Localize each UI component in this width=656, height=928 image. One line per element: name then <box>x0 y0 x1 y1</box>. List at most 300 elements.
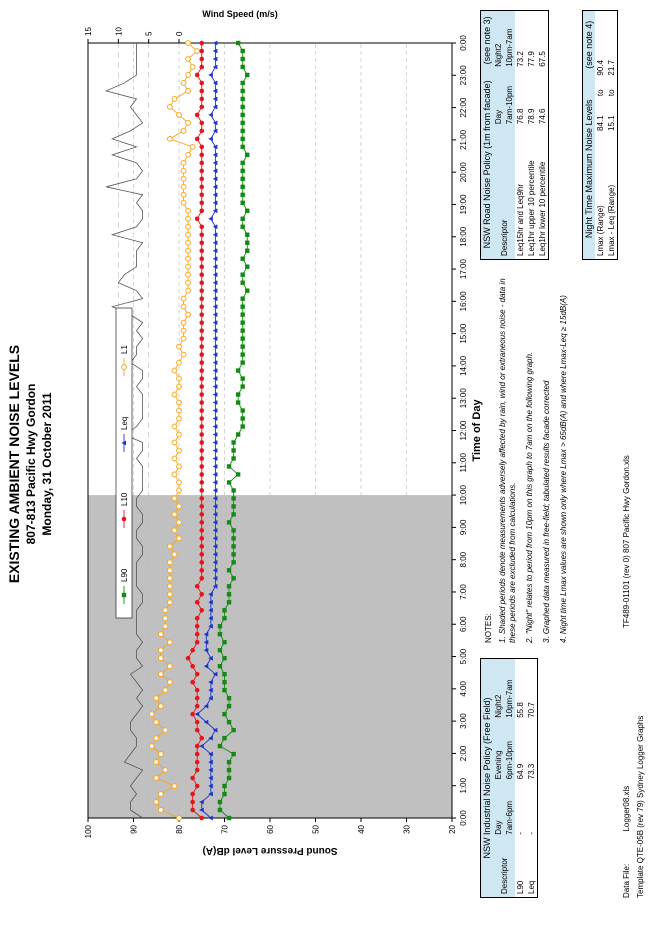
data-point-l1 <box>158 632 163 637</box>
data-point-l1 <box>186 216 191 221</box>
data-point-l90 <box>236 432 240 436</box>
data-point-l90 <box>218 744 222 748</box>
data-point-l10 <box>199 816 204 821</box>
data-point-l1 <box>163 616 168 621</box>
table-cell: Leq1hr upper 10 percentile <box>527 160 536 256</box>
data-point-l1 <box>177 376 182 381</box>
data-point-l1 <box>181 352 186 357</box>
data-point-l90 <box>218 664 222 668</box>
data-point-l10 <box>199 736 204 741</box>
data-point-l90 <box>236 400 240 404</box>
data-point-l1 <box>154 736 159 741</box>
data-point-l10 <box>199 568 204 573</box>
data-point-l90 <box>245 265 249 269</box>
data-point-l90 <box>245 73 249 77</box>
data-point-l1 <box>172 784 177 789</box>
data-point-l1 <box>181 296 186 301</box>
data-point-l10 <box>199 153 204 158</box>
data-point-l10 <box>199 129 204 134</box>
legend-label: L10 <box>120 492 129 506</box>
data-point-l10 <box>199 344 204 349</box>
data-point-l1 <box>186 248 191 253</box>
data-point-l1 <box>172 440 177 445</box>
table-cell: 15.1 <box>607 115 616 131</box>
data-point-l1 <box>158 808 163 813</box>
data-point-l1 <box>177 488 182 493</box>
road-table-title: NSW Road Noise Policy (1m from facade) <box>481 70 494 260</box>
data-point-l1 <box>168 664 173 669</box>
y2-tick-label: 0 <box>175 31 184 36</box>
legend-label: L90 <box>120 568 129 582</box>
data-point-l1 <box>172 456 177 461</box>
data-point-l10 <box>199 552 204 557</box>
data-point-l1 <box>190 65 195 70</box>
data-point-l1 <box>177 504 182 509</box>
x-tick-label: 19:00 <box>459 194 468 215</box>
data-point-l1 <box>177 113 182 118</box>
ind-header-evening: Evening <box>494 750 503 780</box>
note-3: 3. Graphed data measured in free-field; tabulated results facade corrected <box>542 380 551 643</box>
data-point-l90 <box>241 384 245 388</box>
data-point-l10 <box>195 600 200 605</box>
table-cell: to <box>607 89 616 97</box>
data-point-l1 <box>181 192 186 197</box>
note-1: 1. Shaded periods denote measurements adversely affected by rain, wind or extraneous noise - data in these periods are excluded from calculations. <box>498 278 517 643</box>
data-point-l10 <box>190 712 195 717</box>
data-point-leq <box>208 113 213 118</box>
data-point-l1 <box>181 168 186 173</box>
data-point-l1 <box>181 320 186 325</box>
data-point-l90 <box>227 768 231 772</box>
data-point-l10 <box>195 216 200 221</box>
y-tick-label: 30 <box>402 825 412 834</box>
data-point-l1 <box>177 360 182 365</box>
data-point-l1 <box>163 608 168 613</box>
data-point-l1 <box>177 344 182 349</box>
data-point-l1 <box>149 744 154 749</box>
data-point-l90 <box>241 336 245 340</box>
data-point-l10 <box>199 240 204 245</box>
y-axis-title: Sound Pressure Level dB(A) <box>202 845 338 856</box>
x-tick-label: 14:00 <box>459 355 468 376</box>
data-point-l1 <box>172 472 177 477</box>
data-point-l1 <box>168 136 173 141</box>
data-point-l10 <box>199 576 204 581</box>
y2-tick-label: 5 <box>144 31 154 36</box>
table-cell: 73.2 <box>516 51 525 67</box>
data-point-l10 <box>190 648 195 653</box>
data-point-l10 <box>199 448 204 453</box>
data-point-l1 <box>181 200 186 205</box>
data-point-l10 <box>199 400 204 405</box>
table-cell: 84.1 <box>596 115 605 131</box>
x-tick-label: 0:00 <box>459 35 468 51</box>
data-point-l1 <box>154 720 159 725</box>
data-point-l90 <box>241 81 245 85</box>
data-point-l90 <box>218 800 222 804</box>
data-point-l10 <box>199 528 204 533</box>
data-point-l90 <box>241 312 245 316</box>
data-point-l90 <box>231 544 235 548</box>
x-tick-label: 18:00 <box>459 226 468 247</box>
data-point-l90 <box>231 456 235 460</box>
data-point-l10 <box>199 288 204 293</box>
data-point-l90 <box>241 193 245 197</box>
data-point-l90 <box>241 352 245 356</box>
legend-marker <box>122 365 127 370</box>
data-point-l90 <box>231 528 235 532</box>
data-point-l90 <box>231 752 235 756</box>
data-point-l1 <box>168 640 173 645</box>
y-tick-label: 20 <box>448 825 457 834</box>
data-point-l90 <box>227 816 231 820</box>
data-point-l10 <box>199 376 204 381</box>
note-4: 4. Night time Lmax values are shown only where Lmax > 65dB(A) and where Lmax-Leq ≥ 15dB(A) <box>559 295 568 643</box>
footer-data-file-label: Data File: <box>622 863 631 898</box>
data-point-l10 <box>199 536 204 541</box>
table-row <box>606 11 618 260</box>
data-point-l90 <box>241 328 245 332</box>
data-point-l10 <box>199 264 204 269</box>
data-point-l90 <box>222 640 226 644</box>
data-point-l1 <box>177 536 182 541</box>
data-point-l1 <box>181 336 186 341</box>
data-point-l1 <box>168 105 173 110</box>
data-point-l90 <box>241 408 245 412</box>
data-point-l90 <box>222 680 226 684</box>
table-cell: 78.9 <box>527 108 536 125</box>
data-point-l90 <box>236 472 240 476</box>
data-point-l90 <box>241 105 245 109</box>
data-point-l10 <box>195 728 200 733</box>
table-cell: Leq1hr lower 10 percentile <box>538 161 547 256</box>
data-point-l10 <box>199 456 204 461</box>
data-point-l1 <box>186 264 191 269</box>
data-point-l1 <box>154 760 159 765</box>
data-point-l90 <box>218 648 222 652</box>
table-cell: 90.4 <box>596 59 605 76</box>
data-point-l1 <box>177 384 182 389</box>
data-point-l90 <box>222 736 226 740</box>
data-point-l90 <box>218 632 222 636</box>
data-point-l1 <box>177 400 182 405</box>
x-tick-label: 11:00 <box>459 453 468 473</box>
data-point-l1 <box>168 568 173 573</box>
data-point-l90 <box>241 201 245 205</box>
data-point-l10 <box>195 744 200 749</box>
data-point-l10 <box>199 121 204 126</box>
footer-data-file <box>622 786 631 898</box>
data-point-l10 <box>195 760 200 765</box>
data-point-l10 <box>195 784 200 789</box>
table-row <box>515 659 526 898</box>
table-cell: 55.8 <box>516 702 525 718</box>
data-point-l1 <box>186 57 191 62</box>
legend-label: Leq <box>120 416 129 430</box>
data-point-l90 <box>241 129 245 133</box>
data-point-l1 <box>154 776 159 781</box>
data-point-l10 <box>195 137 200 142</box>
x-tick-label: 6:00 <box>459 616 468 633</box>
data-point-l1 <box>181 160 186 165</box>
page-subtitle: 807-813 Pacific Hwy Gordon <box>24 383 38 545</box>
table-cell: to <box>596 89 605 97</box>
data-point-l1 <box>181 81 186 86</box>
data-point-l90 <box>245 241 249 245</box>
data-point-l90 <box>227 760 231 764</box>
data-point-l1 <box>158 672 163 677</box>
x-tick-label: 4:00 <box>459 681 468 697</box>
road-table <box>480 10 549 260</box>
data-point-l90 <box>241 217 245 221</box>
x-tick-label: 8:00 <box>459 551 468 568</box>
data-point-l90 <box>222 656 226 660</box>
data-point-l10 <box>199 384 204 389</box>
data-point-l90 <box>241 97 245 101</box>
data-point-l90 <box>245 209 249 213</box>
data-point-l1 <box>172 368 177 373</box>
table-cell: Leq15hr and Leq9hr <box>516 183 525 256</box>
data-point-l10 <box>199 41 204 46</box>
data-point-l90 <box>245 288 249 292</box>
x-tick-label: 12:00 <box>459 420 468 441</box>
data-point-l10 <box>195 672 200 677</box>
x-tick-label: 23:00 <box>459 65 468 86</box>
ind-sub-night: 10pm-7am <box>505 679 514 718</box>
data-point-l1 <box>177 416 182 421</box>
data-point-l1 <box>172 496 177 501</box>
data-point-l1 <box>181 176 186 181</box>
data-point-l1 <box>186 224 191 229</box>
road-sub-night: 10pm-7am <box>505 28 514 67</box>
data-point-l90 <box>241 360 245 364</box>
data-point-l90 <box>241 137 245 141</box>
road-header-night: Night2 <box>494 43 503 67</box>
data-point-l10 <box>199 328 204 333</box>
data-point-l10 <box>199 232 204 237</box>
data-point-l10 <box>195 688 200 693</box>
data-point-l90 <box>241 424 245 428</box>
ind-header-day: Day <box>494 820 503 835</box>
footer-template: Template QTE-05B (rev 79) Sydney Logger Graphs <box>636 715 645 898</box>
table-cell: 64.9 <box>516 763 525 780</box>
data-point-leq <box>208 216 213 221</box>
data-point-l10 <box>199 392 204 397</box>
data-point-l90 <box>245 249 249 253</box>
table-cell: Lmax (Range) <box>596 205 605 256</box>
x-axis-title: Time of Day <box>471 399 483 462</box>
data-point-l1 <box>181 184 186 189</box>
x-tick-label: 21:00 <box>459 129 468 150</box>
data-point-l1 <box>163 768 168 773</box>
ind-sub-day: 7am-6pm <box>505 800 514 835</box>
y-tick-label: 50 <box>311 825 321 834</box>
data-point-l1 <box>172 424 177 429</box>
data-point-l10 <box>190 800 195 805</box>
data-point-l90 <box>231 512 235 516</box>
industrial-table-title: NSW Industrial Noise Policy (Free Field) <box>481 659 494 898</box>
data-point-l1 <box>177 432 182 437</box>
data-point-l90 <box>222 608 226 612</box>
table-cell: 74.6 <box>538 108 547 125</box>
data-point-l10 <box>199 248 204 253</box>
data-point-l1 <box>186 120 191 125</box>
data-point-l1 <box>186 288 191 293</box>
data-point-l1 <box>168 576 173 581</box>
table-cell: Leq <box>527 880 536 894</box>
data-point-l90 <box>241 89 245 93</box>
data-point-l90 <box>241 57 245 61</box>
data-point-l90 <box>227 480 231 484</box>
data-point-l90 <box>241 161 245 165</box>
ind-header-night: Night2 <box>494 694 503 718</box>
data-point-l10 <box>199 320 204 325</box>
data-point-l90 <box>241 273 245 277</box>
x-tick-label: 22:00 <box>459 97 468 118</box>
data-point-l90 <box>241 113 245 117</box>
y2-tick-label: 15 <box>84 27 93 36</box>
ind-header-descriptor: Descriptor <box>499 857 509 894</box>
data-point-l10 <box>199 608 204 613</box>
data-point-l10 <box>199 81 204 86</box>
data-point-l1 <box>195 49 200 54</box>
data-point-l1 <box>168 584 173 589</box>
data-point-l10 <box>199 464 204 469</box>
data-point-l1 <box>168 592 173 597</box>
y-tick-label: 100 <box>84 825 93 839</box>
data-point-l1 <box>186 272 191 277</box>
table-cell: 21.7 <box>607 59 616 76</box>
data-point-l10 <box>190 792 195 797</box>
table-cell: 73.3 <box>527 763 536 780</box>
data-point-l1 <box>177 448 182 453</box>
data-point-l10 <box>199 200 204 205</box>
data-point-l10 <box>199 360 204 365</box>
x-tick-label: 10:00 <box>459 485 468 506</box>
data-point-l1 <box>186 73 191 78</box>
data-point-l10 <box>195 113 200 118</box>
data-point-l90 <box>231 504 235 508</box>
data-point-l1 <box>172 392 177 397</box>
x-tick-label: 7:00 <box>459 584 468 600</box>
data-point-l90 <box>241 225 245 229</box>
y-tick-label: 90 <box>129 825 139 834</box>
data-point-l10 <box>199 65 204 70</box>
table-cell: 67.5 <box>538 51 547 67</box>
data-point-l90 <box>222 784 226 788</box>
lmax-table <box>582 10 618 260</box>
data-point-l1 <box>158 648 163 653</box>
data-point-l90 <box>227 520 231 524</box>
data-point-l90 <box>236 368 240 372</box>
data-point-l1 <box>172 97 177 102</box>
data-point-l90 <box>231 488 235 492</box>
data-point-l10 <box>199 145 204 150</box>
data-point-l1 <box>154 696 159 701</box>
data-point-l90 <box>231 448 235 452</box>
data-point-l90 <box>218 624 222 628</box>
data-point-l1 <box>158 704 163 709</box>
x-tick-label: 9:00 <box>459 519 468 536</box>
data-point-l10 <box>190 664 195 669</box>
data-point-l90 <box>241 145 245 149</box>
data-point-l90 <box>241 416 245 420</box>
data-point-l1 <box>186 89 191 94</box>
data-point-l1 <box>163 688 168 693</box>
y2-axis-title: Wind Speed (m/s) <box>202 9 278 19</box>
data-point-l10 <box>199 193 204 198</box>
footer-data-file-name: Logger08.xls <box>622 785 631 832</box>
data-point-l90 <box>231 552 235 556</box>
data-point-l90 <box>222 712 226 716</box>
data-point-l10 <box>195 584 200 589</box>
data-point-l90 <box>241 121 245 125</box>
data-point-l10 <box>199 97 204 102</box>
data-point-l10 <box>199 472 204 477</box>
table-cell: 77.9 <box>527 51 536 67</box>
data-point-l10 <box>190 680 195 685</box>
data-point-l10 <box>199 352 204 357</box>
data-point-l1 <box>186 232 191 237</box>
data-point-l1 <box>177 816 182 821</box>
page-date: Monday, 31 October 2011 <box>40 392 54 536</box>
data-point-l10 <box>199 440 204 445</box>
data-point-l1 <box>186 280 191 285</box>
page-title: EXISTING AMBIENT NOISE LEVELS <box>6 344 22 584</box>
data-point-l90 <box>222 688 226 692</box>
legend-label: L1 <box>120 345 129 354</box>
data-point-l90 <box>227 584 231 588</box>
y-tick-label: 40 <box>357 825 366 834</box>
data-point-l90 <box>227 720 231 724</box>
legend-marker <box>122 517 127 522</box>
data-point-l10 <box>199 49 204 54</box>
data-point-l1 <box>168 680 173 685</box>
data-point-l10 <box>195 704 200 709</box>
data-point-l10 <box>195 632 200 637</box>
data-point-l1 <box>190 144 195 149</box>
data-point-l90 <box>227 568 231 572</box>
data-point-l90 <box>241 296 245 300</box>
data-point-l90 <box>245 153 249 157</box>
data-point-l1 <box>163 624 168 629</box>
data-point-l1 <box>168 600 173 605</box>
data-point-leq <box>208 73 213 78</box>
data-point-l1 <box>186 152 191 157</box>
y2-tick-label: 10 <box>114 27 124 36</box>
data-point-l10 <box>199 512 204 517</box>
data-point-l1 <box>158 752 163 757</box>
table-cell: L90 <box>516 880 525 894</box>
data-point-l90 <box>236 392 240 396</box>
data-point-l10 <box>195 616 200 621</box>
table-row <box>595 11 606 260</box>
data-point-l10 <box>199 520 204 525</box>
data-point-l10 <box>195 73 200 78</box>
data-point-l90 <box>241 257 245 261</box>
x-tick-label: 13:00 <box>459 388 468 409</box>
lmax-table-title: Night Time Maximum Noise Levels <box>583 79 596 260</box>
data-point-l90 <box>227 600 231 604</box>
data-point-l90 <box>222 792 226 796</box>
data-point-l90 <box>241 169 245 173</box>
x-tick-label: 0:00 <box>459 810 468 826</box>
data-point-l10 <box>199 416 204 421</box>
data-point-l90 <box>241 280 245 284</box>
data-point-l10 <box>199 304 204 309</box>
table-row <box>537 11 549 260</box>
data-point-l90 <box>227 776 231 780</box>
